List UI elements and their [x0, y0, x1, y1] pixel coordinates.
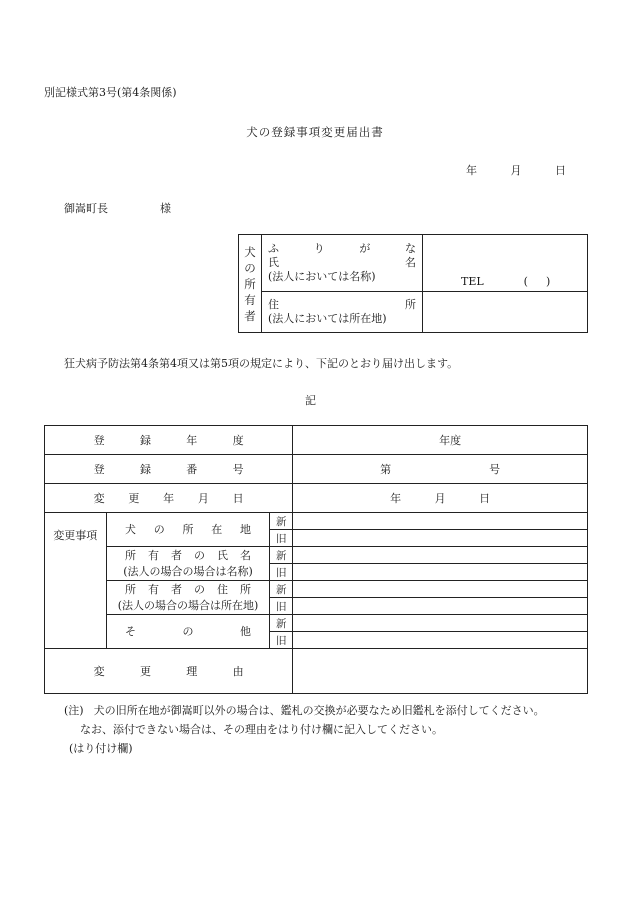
- ki-heading: 記: [305, 394, 316, 407]
- note-line-1: (注) 犬の旧所在地が御嵩町以外の場合は、鑑札の交換が必要なため旧鑑札を添付してください。: [64, 704, 545, 717]
- reg-year-field[interactable]: 年度: [293, 426, 588, 455]
- item-owner-name-label: 所 有 者 の 氏 名 (法人の場合の場合は名称): [106, 547, 270, 581]
- item-owner-name-note: (法人の場合の場合は名称): [123, 564, 253, 578]
- addressee: [64, 200, 171, 216]
- owner-group-label: 犬 の 所 有 者: [239, 235, 262, 333]
- addressee-name: 御嵩町長: [64, 202, 108, 215]
- owner-name-new-field[interactable]: [293, 547, 588, 564]
- owner-name-label: [262, 235, 423, 292]
- old-label: 旧: [270, 564, 293, 581]
- item-owner-address-note: (法人の場合の場合は所在地): [117, 598, 259, 612]
- form-title: 犬の登録事項変更届出書: [246, 125, 384, 139]
- new-label: 新: [270, 547, 293, 564]
- address-label: 住 所: [268, 298, 416, 311]
- date-day: 日: [555, 164, 566, 177]
- addressee-suffix: 様: [160, 202, 171, 215]
- other-new-field[interactable]: [293, 615, 588, 632]
- old-label: 旧: [270, 598, 293, 615]
- main-table: [44, 425, 588, 694]
- address-note: (法人においては所在地): [268, 312, 387, 325]
- statement: 狂犬病予防法第4条第4項又は第5項の規定により、下記のとおり届け出します。: [64, 357, 459, 370]
- old-label: 旧: [270, 632, 293, 649]
- owner-table: [238, 234, 588, 333]
- item-owner-address-label: 所 有 者 の 住 所 (法人の場合の場合は所在地): [106, 581, 270, 615]
- owner-address-label: [262, 292, 423, 333]
- reason-field[interactable]: [293, 649, 588, 694]
- old-label: 旧: [270, 530, 293, 547]
- date-month: 月: [510, 164, 522, 177]
- name-label: 氏 名: [268, 256, 416, 269]
- tel-label: TEL: [461, 275, 484, 288]
- item-dog-location-label: 犬 の 所 在 地: [106, 513, 270, 547]
- other-old-field[interactable]: [293, 632, 588, 649]
- change-date-label: 変 更 年 月 日: [45, 484, 293, 513]
- name-note: (法人においては名称): [268, 270, 376, 283]
- attach-area-label: (はり付け欄): [69, 742, 133, 755]
- furigana-label: ふ り が な: [268, 242, 416, 255]
- dog-location-new-field[interactable]: [293, 513, 588, 530]
- tel-line: TEL ( ): [461, 275, 551, 288]
- reg-no-field[interactable]: 第 号: [293, 455, 588, 484]
- form-number: 別記様式第3号(第4条関係): [44, 86, 177, 99]
- date-line: [466, 162, 566, 178]
- new-label: 新: [270, 581, 293, 598]
- owner-address-field[interactable]: [423, 292, 588, 333]
- reason-label: 変 更 理 由: [45, 649, 293, 694]
- date-year: 年: [466, 164, 477, 177]
- item-other-label: そ の 他: [106, 615, 270, 649]
- owner-name-old-field[interactable]: [293, 564, 588, 581]
- dog-location-old-field[interactable]: [293, 530, 588, 547]
- new-label: 新: [270, 513, 293, 530]
- change-date-field[interactable]: 年 月 日: [293, 484, 588, 513]
- owner-address-old-field[interactable]: [293, 598, 588, 615]
- note-marker: (注): [64, 704, 84, 717]
- note-line-2: なお、添付できない場合は、その理由をはり付け欄に記入してください。: [80, 723, 443, 736]
- owner-name-field[interactable]: [423, 235, 588, 292]
- owner-address-new-field[interactable]: [293, 581, 588, 598]
- new-label: 新: [270, 615, 293, 632]
- reg-year-label: 登 録 年 度: [45, 426, 293, 455]
- reg-no-label: 登 録 番 号: [45, 455, 293, 484]
- change-items-label: 変更事項: [45, 513, 107, 649]
